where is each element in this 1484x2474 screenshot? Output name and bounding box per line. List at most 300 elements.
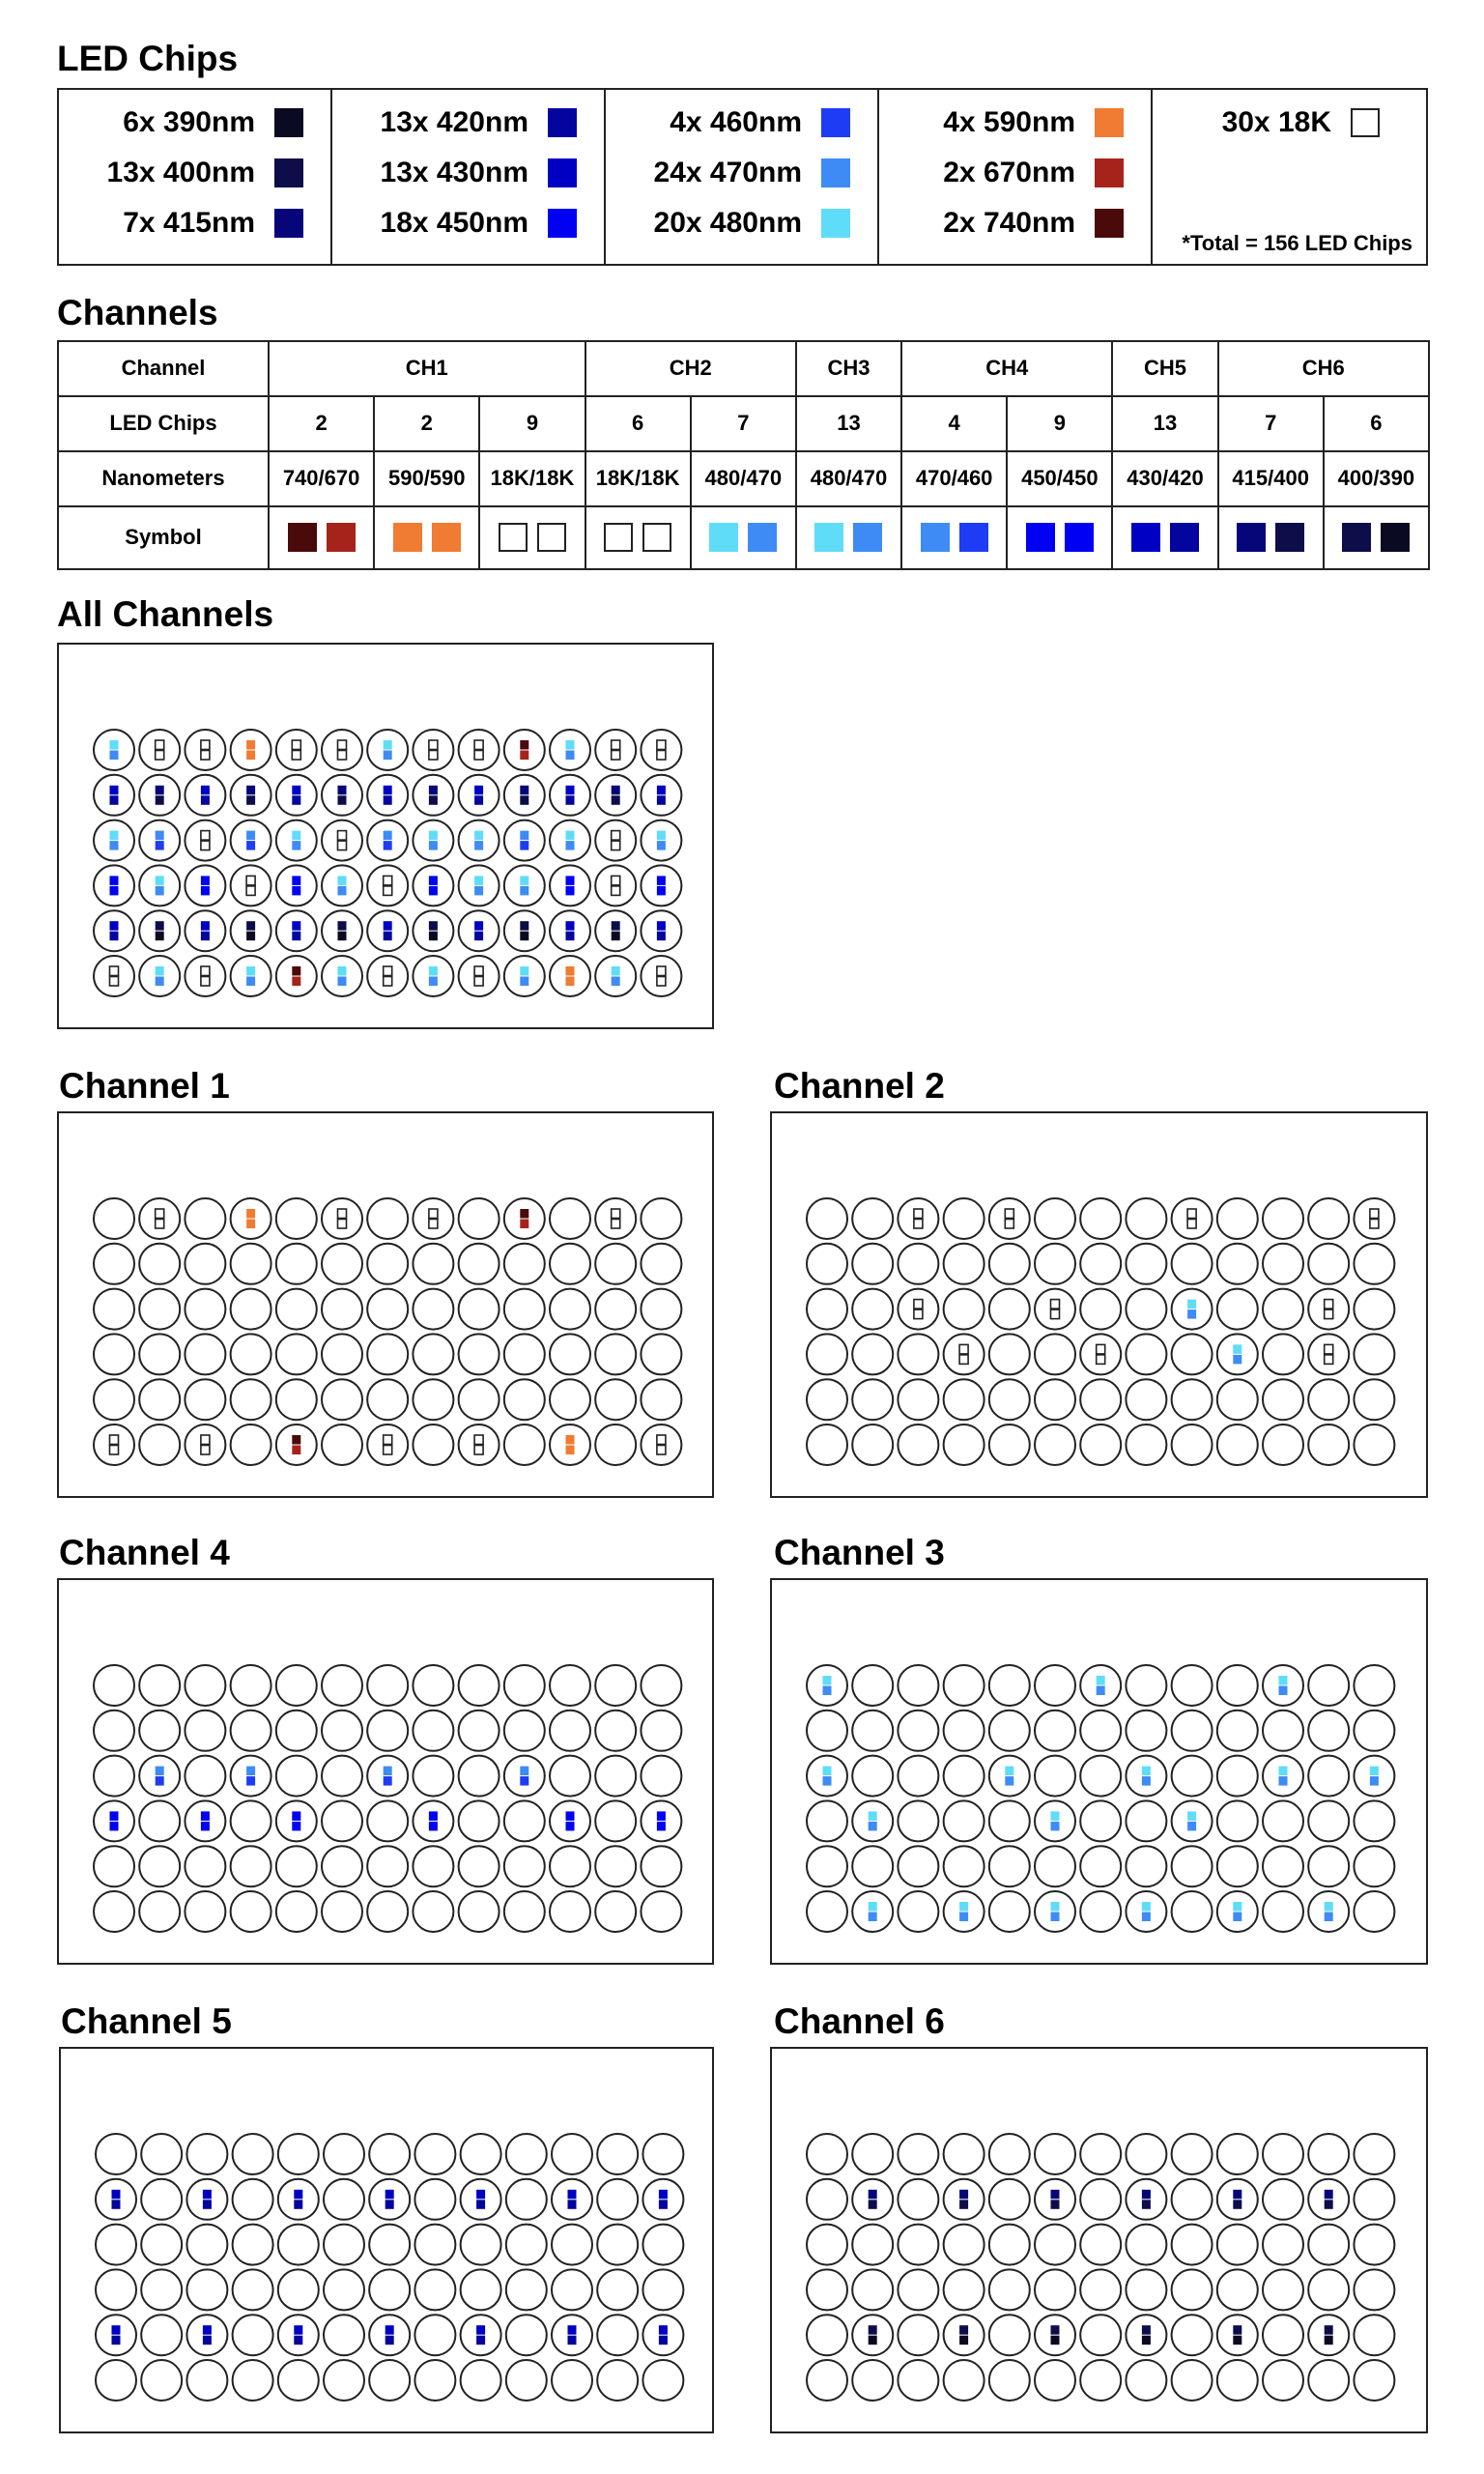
led-slot-circle: [141, 2360, 182, 2401]
led-slot: [552, 2134, 592, 2174]
led-slot: [944, 1846, 985, 1886]
led-slot-circle: [641, 775, 681, 816]
led-slot: [1308, 1665, 1349, 1706]
led-slot: [944, 1289, 985, 1330]
led-slot-circle: [550, 1800, 590, 1841]
led-slot: [1035, 2225, 1075, 2265]
led-slot-circle: [369, 2315, 410, 2355]
led-slot: [185, 1711, 225, 1751]
led-slot-circle: [944, 1244, 985, 1284]
led-slot: [595, 1891, 636, 1932]
led-slot: [1217, 1891, 1258, 1932]
led-slot-circle: [186, 2315, 227, 2355]
led-slot-circle: [1217, 1665, 1258, 1706]
led-slot-circle: [595, 1711, 636, 1751]
led-slot: [504, 1244, 545, 1284]
led-chip: [959, 1355, 968, 1365]
led-slot: [1263, 2315, 1303, 2355]
led-slot: [278, 2225, 319, 2265]
led-slot-circle: [139, 1334, 180, 1374]
led-slot-circle: [595, 1891, 636, 1932]
led-slot: [1308, 2225, 1349, 2265]
led-chip-count-cell: 13: [796, 396, 901, 451]
led-chip: [292, 886, 300, 896]
symbol-swatch: [1342, 523, 1371, 552]
led-slot-circle: [231, 1379, 271, 1420]
led-slot: [278, 2269, 319, 2310]
led-slot-circle: [1263, 2225, 1303, 2265]
led-slot: [1217, 2225, 1258, 2265]
led-slot-circle: [1080, 1424, 1121, 1465]
led-chip: [110, 795, 119, 805]
led-chip: [384, 1446, 392, 1455]
led-slot: [276, 730, 317, 770]
led-chip: [1051, 1822, 1060, 1831]
led-slot-circle: [1172, 1244, 1213, 1284]
led-slot: [550, 1334, 590, 1374]
led-slot-circle: [322, 1379, 362, 1420]
led-slot-circle: [1126, 2134, 1166, 2174]
led-slot-circle: [186, 2360, 227, 2401]
led-slot-circle: [413, 1756, 453, 1797]
led-slot-circle: [367, 1891, 408, 1932]
led-slot: [944, 2179, 985, 2220]
led-slot-circle: [1354, 1891, 1394, 1932]
led-slot-circle: [898, 2225, 938, 2265]
symbol-swatch: [327, 523, 356, 552]
led-slot-circle: [1263, 1198, 1303, 1239]
led-chip: [959, 1913, 968, 1922]
led-chip: [292, 876, 300, 885]
led-chip: [1097, 1344, 1105, 1354]
led-chip: [1370, 1209, 1379, 1219]
legend-color-swatch: [821, 108, 850, 137]
symbol-swatch: [853, 523, 882, 552]
led-slot-circle: [369, 2360, 410, 2401]
led-chip: [338, 977, 347, 987]
led-slot-circle: [461, 2360, 501, 2401]
row-label-led-chips: LED Chips: [58, 396, 269, 451]
led-slot-circle: [231, 1198, 271, 1239]
led-slot-circle: [367, 1244, 408, 1284]
led-slot: [852, 1711, 893, 1751]
led-chip: [869, 2190, 877, 2200]
led-chip: [476, 2190, 485, 2200]
symbol-cell: [691, 506, 796, 569]
legend-item: [123, 106, 303, 139]
led-slot: [1354, 2360, 1394, 2401]
led-slot: [1217, 1289, 1258, 1330]
led-slot-circle: [414, 2134, 455, 2174]
led-slot: [276, 1891, 317, 1932]
led-slot-circle: [322, 1665, 362, 1706]
led-chip: [657, 740, 666, 750]
led-chip: [203, 2325, 212, 2335]
led-chip: [203, 2336, 212, 2345]
led-chip: [112, 2325, 121, 2335]
led-chip: [612, 740, 620, 750]
led-slot-circle: [1035, 1756, 1075, 1797]
led-slot-circle: [233, 2360, 273, 2401]
led-slot: [1035, 1289, 1075, 1330]
led-slot-circle: [506, 2269, 547, 2310]
led-slot-circle: [322, 1846, 362, 1886]
led-slot: [185, 1424, 225, 1465]
led-slot-circle: [852, 2315, 893, 2355]
led-slot-circle: [504, 1756, 545, 1797]
led-slot-circle: [989, 1711, 1030, 1751]
led-slot: [852, 2269, 893, 2310]
led-slot-circle: [1126, 1756, 1166, 1797]
led-slot: [989, 1711, 1030, 1751]
legend-item-label: 6x 390nm: [123, 106, 255, 138]
led-chip: [520, 786, 528, 795]
nanometer-cell: 18K/18K: [585, 451, 691, 506]
led-slot-circle: [369, 2269, 410, 2310]
led-slot: [852, 1334, 893, 1374]
led-slot-circle: [595, 1665, 636, 1706]
led-slot: [1354, 1846, 1394, 1886]
led-slot: [807, 2315, 847, 2355]
led-slot-circle: [944, 1665, 985, 1706]
led-slot: [278, 2360, 319, 2401]
led-slot-circle: [367, 775, 408, 816]
led-chip: [657, 831, 666, 841]
led-chip: [246, 786, 255, 795]
led-slot-circle: [185, 1846, 225, 1886]
channel-5-heading: Channel 5: [61, 2001, 232, 2041]
led-slot: [898, 1424, 938, 1465]
led-slot-circle: [852, 1846, 893, 1886]
led-slot-circle: [367, 730, 408, 770]
led-chip: [384, 786, 392, 795]
led-slot: [807, 1198, 847, 1239]
legend-item-label: 7x 415nm: [123, 207, 255, 239]
led-slot: [595, 730, 636, 770]
led-slot: [94, 1424, 134, 1465]
led-chip: [384, 1767, 392, 1776]
led-slot: [414, 2269, 455, 2310]
led-chip: [201, 1446, 210, 1455]
led-slot-circle: [1080, 1756, 1121, 1797]
legend-item-label: 13x 420nm: [380, 106, 528, 138]
led-chip: [1097, 1686, 1105, 1696]
led-slot-circle: [322, 1891, 362, 1932]
led-slot-circle: [1126, 1379, 1166, 1420]
led-slot-circle: [504, 1244, 545, 1284]
led-slot: [595, 1800, 636, 1841]
led-slot: [1354, 1379, 1394, 1420]
led-chip: [429, 966, 438, 976]
led-slot: [807, 2269, 847, 2310]
led-slot-circle: [231, 1334, 271, 1374]
led-chip: [566, 786, 575, 795]
led-slot-circle: [94, 1334, 134, 1374]
led-slot: [367, 1665, 408, 1706]
legend-group-5: [1153, 90, 1426, 264]
led-slot: [1308, 1334, 1349, 1374]
led-chip: [201, 886, 210, 896]
symbol-swatch: [1131, 523, 1160, 552]
led-chip: [1233, 2190, 1241, 2200]
led-slot-circle: [807, 1198, 847, 1239]
led-slot: [1126, 2179, 1166, 2220]
led-slot-circle: [1217, 2134, 1258, 2174]
led-chip: [566, 1811, 575, 1821]
led-chip: [869, 1811, 877, 1821]
led-slot: [413, 1334, 453, 1374]
led-chip: [566, 831, 575, 841]
led-slot: [276, 865, 317, 906]
led-slot: [898, 2360, 938, 2401]
led-slot: [139, 1891, 180, 1932]
led-slot-circle: [1217, 2360, 1258, 2401]
led-slot: [322, 956, 362, 996]
led-slot-circle: [1354, 2225, 1394, 2265]
led-slot-circle: [989, 1379, 1030, 1420]
led-slot-circle: [231, 1665, 271, 1706]
led-slot: [1035, 1379, 1075, 1420]
channel-header-ch3: CH3: [796, 341, 901, 396]
led-chip: [568, 2200, 577, 2209]
led-slot: [459, 956, 499, 996]
led-slot: [1080, 1334, 1121, 1374]
led-chip: [338, 876, 347, 885]
led-chip: [156, 1209, 164, 1219]
led-slot-circle: [1126, 2315, 1166, 2355]
led-slot-circle: [324, 2134, 364, 2174]
led-slot-circle: [1035, 1891, 1075, 1932]
led-slot-circle: [139, 1711, 180, 1751]
led-slot: [1126, 2225, 1166, 2265]
led-slot-circle: [1263, 1665, 1303, 1706]
led-slot-circle: [233, 2134, 273, 2174]
led-slot-circle: [1172, 1711, 1213, 1751]
led-slot-circle: [413, 1800, 453, 1841]
led-slot: [1126, 1891, 1166, 1932]
led-slot: [94, 1244, 134, 1284]
led-chip: [869, 2336, 877, 2345]
led-slot-circle: [139, 820, 180, 861]
led-slot: [94, 730, 134, 770]
led-slot-circle: [141, 2315, 182, 2355]
led-slot-circle: [1263, 1334, 1303, 1374]
led-slot-circle: [898, 1711, 938, 1751]
led-slot-circle: [94, 730, 134, 770]
symbol-swatch: [499, 523, 528, 552]
led-slot: [1263, 1198, 1303, 1239]
led-chip: [156, 841, 164, 850]
led-slot-circle: [139, 1244, 180, 1284]
symbol-cell: [374, 506, 479, 569]
led-slot-circle: [550, 910, 590, 951]
led-slot: [276, 1289, 317, 1330]
led-slot-circle: [944, 1800, 985, 1841]
led-chips-legend: [57, 88, 1428, 266]
led-chip: [338, 921, 347, 931]
led-chip-count-cell: 13: [1112, 396, 1217, 451]
led-slot-circle: [324, 2179, 364, 2220]
led-slot-circle: [1126, 1665, 1166, 1706]
led-slot: [94, 1379, 134, 1420]
led-slot: [1126, 1198, 1166, 1239]
led-chip: [474, 841, 483, 850]
led-slot: [322, 1846, 362, 1886]
led-slot-circle: [1217, 1711, 1258, 1751]
led-slot: [1217, 1244, 1258, 1284]
led-chip: [520, 977, 528, 987]
led-slot-circle: [185, 1289, 225, 1330]
led-slot-circle: [1080, 2360, 1121, 2401]
led-chip: [959, 1344, 968, 1354]
symbol-cell: [1007, 506, 1112, 569]
led-slot: [989, 2269, 1030, 2310]
led-slot: [898, 2225, 938, 2265]
led-slot-circle: [276, 1198, 317, 1239]
led-chip: [657, 886, 666, 896]
led-slot: [369, 2179, 410, 2220]
led-chip: [869, 2325, 877, 2335]
legend-color-swatch: [274, 209, 303, 238]
led-slot-circle: [642, 2269, 683, 2310]
led-slot-circle: [1126, 2179, 1166, 2220]
led-slot: [641, 1379, 681, 1420]
led-slot: [989, 2225, 1030, 2265]
led-chip: [1051, 2336, 1060, 2345]
led-slot: [231, 1244, 271, 1284]
led-slot-circle: [898, 1800, 938, 1841]
led-slot: [186, 2315, 227, 2355]
led-slot-circle: [1354, 1244, 1394, 1284]
led-slot: [504, 1289, 545, 1330]
nanometer-cell: 450/450: [1007, 451, 1112, 506]
led-chip: [201, 831, 210, 841]
led-slot: [597, 2315, 638, 2355]
led-slot: [139, 820, 180, 861]
led-chip: [292, 932, 300, 941]
led-slot: [641, 820, 681, 861]
led-slot: [233, 2225, 273, 2265]
led-slot: [989, 1665, 1030, 1706]
led-chip: [1233, 1902, 1241, 1912]
symbol-pair: [692, 523, 795, 552]
led-slot: [322, 1756, 362, 1797]
led-slot: [276, 775, 317, 816]
led-slot-circle: [506, 2315, 547, 2355]
led-slot: [367, 820, 408, 861]
led-slot-circle: [852, 1334, 893, 1374]
led-slot: [276, 1665, 317, 1706]
led-slot: [231, 910, 271, 951]
led-slot-circle: [1172, 1800, 1213, 1841]
led-slot: [139, 1334, 180, 1374]
led-slot: [185, 1756, 225, 1797]
led-chip: [474, 1435, 483, 1445]
symbol-pair: [480, 523, 584, 552]
led-slot: [1172, 1289, 1213, 1330]
led-slot: [1035, 1424, 1075, 1465]
led-chip: [1051, 1811, 1060, 1821]
led-slot: [807, 2134, 847, 2174]
led-chip: [201, 1811, 210, 1821]
led-chip-count-cell: 6: [1324, 396, 1429, 451]
led-slot: [413, 1800, 453, 1841]
led-slot-circle: [641, 1379, 681, 1420]
led-slot-circle: [1035, 1846, 1075, 1886]
led-slot: [641, 956, 681, 996]
led-slot: [504, 1379, 545, 1420]
led-chip: [429, 977, 438, 987]
led-slot: [989, 1846, 1030, 1886]
legend-color-swatch: [1351, 108, 1380, 137]
led-slot: [367, 1424, 408, 1465]
led-slot: [1035, 1891, 1075, 1932]
led-slot-circle: [322, 1756, 362, 1797]
led-slot-circle: [231, 1244, 271, 1284]
symbol-pair: [1008, 523, 1111, 552]
led-slot: [944, 2360, 985, 2401]
led-slot-circle: [1126, 1891, 1166, 1932]
led-slot-circle: [807, 1846, 847, 1886]
led-slot: [1172, 2315, 1213, 2355]
led-slot-circle: [1035, 1800, 1075, 1841]
led-chip: [1233, 1344, 1241, 1354]
led-slot-circle: [459, 775, 499, 816]
legend-color-swatch: [821, 158, 850, 187]
led-chip: [568, 2190, 577, 2200]
led-slot: [367, 910, 408, 951]
led-slot-circle: [324, 2315, 364, 2355]
led-slot-circle: [459, 1756, 499, 1797]
led-slot: [369, 2315, 410, 2355]
led-slot-circle: [504, 1711, 545, 1751]
led-slot-circle: [1080, 1800, 1121, 1841]
led-slot-circle: [506, 2179, 547, 2220]
symbol-swatch: [1065, 523, 1094, 552]
led-slot-circle: [1080, 1198, 1121, 1239]
led-slot: [898, 2134, 938, 2174]
led-slot-circle: [1263, 1756, 1303, 1797]
led-slot: [1217, 1334, 1258, 1374]
led-slot: [1035, 2315, 1075, 2355]
led-chip: [110, 751, 119, 761]
symbol-pair: [270, 523, 373, 552]
led-slot: [852, 2179, 893, 2220]
symbol-cell: [901, 506, 1007, 569]
legend-item-label: 4x 460nm: [670, 106, 802, 138]
led-chip: [156, 1767, 164, 1776]
led-chip: [1051, 2325, 1060, 2335]
led-chip: [292, 1822, 300, 1831]
led-slot: [322, 1244, 362, 1284]
symbol-swatch: [1237, 523, 1266, 552]
led-chip: [110, 740, 119, 750]
led-slot-circle: [185, 775, 225, 816]
led-slot: [413, 1665, 453, 1706]
led-slot-circle: [459, 1244, 499, 1284]
led-chip: [110, 1811, 119, 1821]
led-slot-circle: [1354, 1289, 1394, 1330]
led-slot: [550, 730, 590, 770]
led-slot: [852, 2315, 893, 2355]
led-slot-circle: [989, 2225, 1030, 2265]
led-slot: [595, 1711, 636, 1751]
led-slot: [324, 2134, 364, 2174]
led-slot-circle: [944, 1756, 985, 1797]
led-slot-circle: [989, 1334, 1030, 1374]
led-slot: [367, 1289, 408, 1330]
led-slot-circle: [1126, 1244, 1166, 1284]
